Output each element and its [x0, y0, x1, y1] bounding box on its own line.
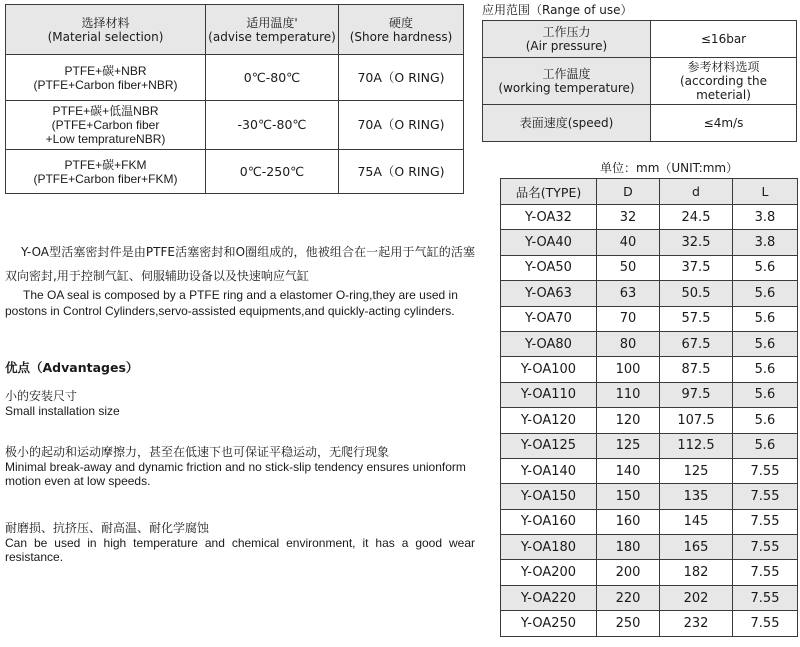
dim-D-cell: 150 — [597, 484, 660, 509]
dim-D-cell: 63 — [597, 281, 660, 306]
dim-type-cell: Y-OA100 — [501, 357, 597, 382]
dim-d-cell: 24.5 — [660, 205, 733, 230]
material-line: (PTFE+Carbon fiber+NBR) — [33, 77, 178, 92]
dim-type-cell: Y-OA140 — [501, 458, 597, 483]
advantages-heading: 优点（Advantages） — [5, 360, 139, 375]
dimensions-row — [501, 255, 798, 280]
dim-L-cell: 3.8 — [733, 205, 798, 230]
dimensions-row — [501, 484, 798, 509]
range-of-use-table — [482, 20, 797, 142]
dim-L-cell: 5.6 — [733, 408, 798, 433]
dimensions-row — [501, 611, 798, 636]
dim-d-cell: 165 — [660, 535, 733, 560]
dim-L-cell: 5.6 — [733, 331, 798, 356]
dimensions-table — [500, 178, 798, 637]
dim-type-cell: Y-OA200 — [501, 560, 597, 585]
range-value — [651, 58, 797, 105]
dim-type-cell: Y-OA150 — [501, 484, 597, 509]
dim-type-cell: Y-OA32 — [501, 205, 597, 230]
hardness-cell: 70A（O RING) — [339, 55, 464, 101]
range-value: ≤16bar — [651, 21, 797, 58]
dim-d-cell: 125 — [660, 458, 733, 483]
dim-header-D: D — [597, 179, 660, 205]
range-value-line: (according the meterial) — [680, 74, 767, 102]
dim-type-cell: Y-OA220 — [501, 585, 597, 610]
description-cn: Y-OA型活塞密封件是由PTFE活塞密封和O圈组成的，他被组合在一起用于气缸的活塞双向密封,用于控制气缸、伺服辅助设备以及快速响应气缸 — [5, 245, 475, 283]
dim-d-cell: 37.5 — [660, 255, 733, 280]
hardness-cell: 75A（O RING) — [339, 150, 464, 194]
dim-L-cell: 5.6 — [733, 382, 798, 407]
dim-d-cell: 97.5 — [660, 382, 733, 407]
range-row — [483, 105, 797, 142]
dimensions-row — [501, 560, 798, 585]
material-line: (PTFE+Carbon fiber — [51, 118, 160, 132]
dim-d-cell: 57.5 — [660, 306, 733, 331]
dimensions-row — [501, 230, 798, 255]
dim-type-cell: Y-OA120 — [501, 408, 597, 433]
header-en: (Shore hardness) — [349, 29, 453, 44]
dim-L-cell: 5.6 — [733, 255, 798, 280]
material-row — [6, 55, 464, 101]
material-table-header — [6, 5, 464, 55]
dim-D-cell: 120 — [597, 408, 660, 433]
material-header-hardness — [339, 5, 464, 55]
dim-header-type: 品名(TYPE) — [501, 179, 597, 205]
dim-d-cell: 107.5 — [660, 408, 733, 433]
advantage-en: Minimal break-away and dynamic friction and no stick-slip tendency ensures unionform motion even at low speeds. — [5, 460, 466, 488]
dim-type-cell: Y-OA70 — [501, 306, 597, 331]
temperature-cell: 0℃-250℃ — [206, 150, 339, 194]
material-row — [6, 150, 464, 194]
dimensions-row — [501, 357, 798, 382]
dim-D-cell: 220 — [597, 585, 660, 610]
dimensions-row — [501, 306, 798, 331]
dim-header-L: L — [733, 179, 798, 205]
material-cell — [6, 150, 206, 194]
description-en: The OA seal is composed by a PTFE ring and a elastomer O-ring,they are used in postons in Control Cylinders,servo-assisted equipments,and quickly-acting cylinders. — [5, 288, 458, 318]
dimensions-row — [501, 535, 798, 560]
dim-D-cell: 100 — [597, 357, 660, 382]
dim-type-cell: Y-OA180 — [501, 535, 597, 560]
advantage-cn: 极小的起动和运动摩擦力，甚至在低速下也可保证平稳运动，无爬行现象 — [5, 445, 390, 459]
dim-L-cell: 7.55 — [733, 611, 798, 636]
dim-type-cell: Y-OA110 — [501, 382, 597, 407]
dim-L-cell: 7.55 — [733, 535, 798, 560]
dim-D-cell: 110 — [597, 382, 660, 407]
dim-D-cell: 125 — [597, 433, 660, 458]
dim-d-cell: 135 — [660, 484, 733, 509]
advantage-item — [5, 520, 475, 564]
range-of-use-title: 应用范围（Range of use） — [482, 3, 633, 17]
advantage-cn: 小的安装尺寸 — [5, 389, 78, 403]
dimensions-row — [501, 585, 798, 610]
advantage-item — [5, 388, 475, 418]
dim-d-cell: 232 — [660, 611, 733, 636]
header-en: (Material selection) — [47, 29, 164, 44]
range-value: ≤4m/s — [651, 105, 797, 142]
dim-D-cell: 160 — [597, 509, 660, 534]
dim-D-cell: 200 — [597, 560, 660, 585]
dim-L-cell: 5.6 — [733, 306, 798, 331]
dim-type-cell: Y-OA40 — [501, 230, 597, 255]
dim-D-cell: 40 — [597, 230, 660, 255]
hardness-cell: 70A（O RING) — [339, 101, 464, 150]
dim-L-cell: 7.55 — [733, 458, 798, 483]
dim-d-cell: 145 — [660, 509, 733, 534]
dim-L-cell: 7.55 — [733, 560, 798, 585]
range-label: 表面速度(speed) — [483, 105, 651, 142]
header-cn: 选择材料 — [81, 15, 130, 30]
dim-D-cell: 250 — [597, 611, 660, 636]
dim-L-cell: 5.6 — [733, 357, 798, 382]
dimensions-row — [501, 408, 798, 433]
material-cell — [6, 55, 206, 101]
material-header-material — [6, 5, 206, 55]
dim-D-cell: 32 — [597, 205, 660, 230]
range-label-line: 工作温度 — [542, 67, 591, 81]
material-header-temperature — [206, 5, 339, 55]
unit-label: 单位：mm（UNIT:mm） — [600, 161, 739, 175]
dim-D-cell: 140 — [597, 458, 660, 483]
material-line: PTFE+碳+FKM — [64, 157, 147, 172]
range-row — [483, 58, 797, 105]
dim-type-cell: Y-OA160 — [501, 509, 597, 534]
dimensions-row — [501, 433, 798, 458]
dimensions-row — [501, 458, 798, 483]
range-label — [483, 21, 651, 58]
material-line: (PTFE+Carbon fiber+FKM) — [33, 171, 178, 186]
dim-D-cell: 180 — [597, 535, 660, 560]
dim-type-cell: Y-OA63 — [501, 281, 597, 306]
dim-L-cell: 3.8 — [733, 230, 798, 255]
dim-d-cell: 112.5 — [660, 433, 733, 458]
temperature-cell: 0℃-80℃ — [206, 55, 339, 101]
dim-type-cell: Y-OA80 — [501, 331, 597, 356]
range-label-line: (Air pressure) — [525, 39, 608, 53]
material-line: PTFE+碳+低温NBR — [52, 104, 159, 118]
material-table — [5, 4, 464, 194]
header-cn: 硬度 — [388, 15, 413, 30]
dim-d-cell: 67.5 — [660, 331, 733, 356]
temperature-cell: -30℃-80℃ — [206, 101, 339, 150]
dim-L-cell: 7.55 — [733, 585, 798, 610]
material-line: +Low tempratureNBR) — [45, 132, 166, 146]
range-value-line: 参考材料选项 — [687, 60, 760, 74]
advantage-cn: 耐磨损、抗挤压、耐高温、耐化学腐蚀 — [5, 521, 210, 535]
dimensions-row — [501, 205, 798, 230]
dimensions-row — [501, 382, 798, 407]
range-label-line: 工作压力 — [542, 25, 591, 39]
dimensions-row — [501, 331, 798, 356]
range-row — [483, 21, 797, 58]
dim-d-cell: 182 — [660, 560, 733, 585]
dim-d-cell: 87.5 — [660, 357, 733, 382]
dim-header-d: d — [660, 179, 733, 205]
dim-type-cell: Y-OA125 — [501, 433, 597, 458]
advantage-en: Can be used in high temperature and chemical environment, it has a good wear resistance. — [5, 536, 475, 564]
advantage-en: Small installation size — [5, 404, 120, 418]
dimensions-row — [501, 281, 798, 306]
dimensions-header — [501, 179, 798, 205]
dim-L-cell: 7.55 — [733, 509, 798, 534]
dim-d-cell: 32.5 — [660, 230, 733, 255]
dim-d-cell: 50.5 — [660, 281, 733, 306]
dim-D-cell: 80 — [597, 331, 660, 356]
material-row — [6, 101, 464, 150]
dim-L-cell: 7.55 — [733, 484, 798, 509]
material-cell — [6, 101, 206, 150]
dim-L-cell: 5.6 — [733, 433, 798, 458]
header-en: (advise temperature) — [208, 29, 336, 44]
dim-type-cell: Y-OA250 — [501, 611, 597, 636]
dim-type-cell: Y-OA50 — [501, 255, 597, 280]
dim-D-cell: 70 — [597, 306, 660, 331]
range-label-line: (working temperature) — [498, 81, 635, 95]
header-cn: 适用温度' — [246, 15, 298, 30]
material-line: PTFE+碳+NBR — [64, 63, 147, 78]
dimensions-row — [501, 509, 798, 534]
dim-d-cell: 202 — [660, 585, 733, 610]
advantage-item — [5, 444, 475, 488]
dim-L-cell: 5.6 — [733, 281, 798, 306]
range-label — [483, 58, 651, 105]
dim-D-cell: 50 — [597, 255, 660, 280]
dimensions-body — [501, 205, 798, 637]
